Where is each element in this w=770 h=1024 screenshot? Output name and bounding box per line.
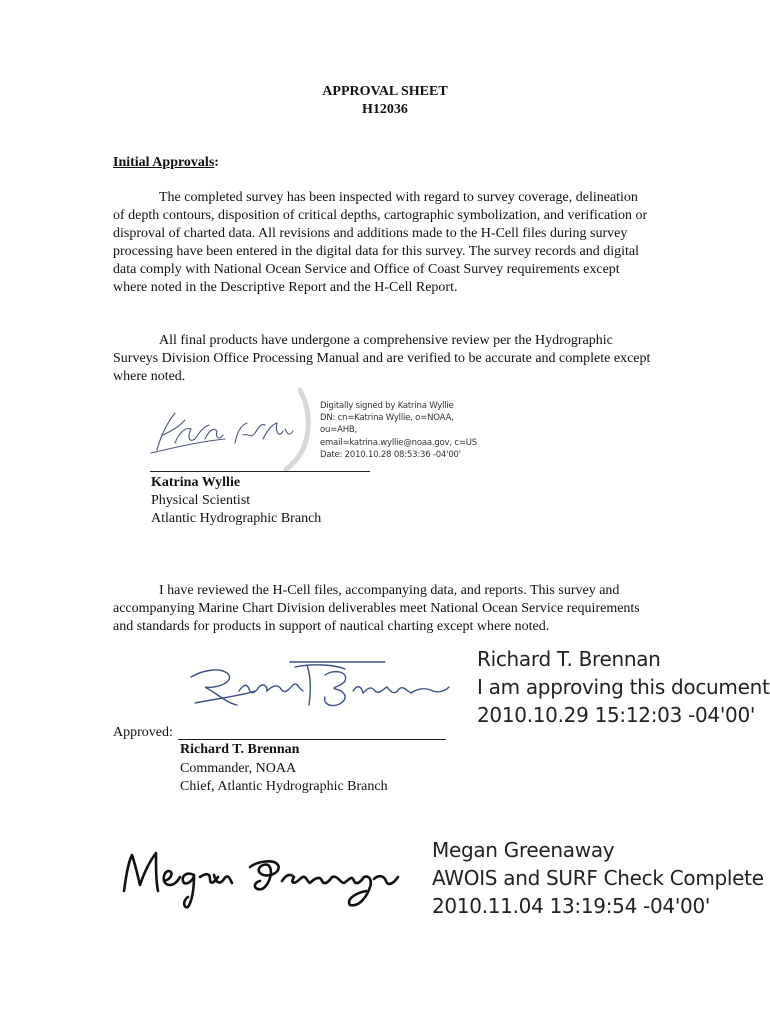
document-title: APPROVAL SHEET bbox=[322, 84, 448, 99]
signer-1-name: Katrina Wyllie bbox=[151, 475, 241, 490]
brennan-stamp-name: Richard T. Brennan bbox=[477, 647, 661, 671]
note-line: Date: 2010.10.28 08:53:36 -04'00' bbox=[320, 449, 461, 460]
heading-colon: : bbox=[214, 155, 219, 170]
greenaway-stamp-statement: AWOIS and SURF Check Complete bbox=[432, 866, 764, 890]
signer-2-position: Commander, NOAA bbox=[180, 761, 297, 776]
signature-line-2 bbox=[178, 739, 446, 740]
approval-paragraph-1: The completed survey has been inspected with regard to survey coverage, delineation of depth contours, disposition of critical depths, cartographic symbolization, and verification or disproval of charted data. All revisions and additions made to the H-Cell files during survey processing have been entered in the digital data for this survey. The survey records and digital data comply with National Ocean Service and Office of Coast Survey requirements except where noted in the Descriptive Report and the H-Cell Report. bbox=[113, 190, 648, 295]
survey-id: H12036 bbox=[362, 102, 408, 117]
signer-1-branch: Atlantic Hydrographic Branch bbox=[151, 511, 322, 526]
note-line: email=katrina.wyllie@noaa.gov, c=US bbox=[320, 437, 477, 448]
initial-approvals-heading-group bbox=[113, 153, 219, 171]
note-line: Digitally signed by Katrina Wyllie bbox=[320, 401, 454, 411]
signer-2-branch: Chief, Atlantic Hydrographic Branch bbox=[180, 779, 388, 794]
brennan-stamp bbox=[477, 645, 770, 729]
megan-greenaway-signature bbox=[118, 845, 418, 920]
richard-brennan-signature bbox=[185, 655, 455, 720]
brennan-stamp-date: 2010.10.29 15:12:03 -04'00' bbox=[477, 703, 756, 727]
signature-line-1 bbox=[150, 471, 370, 472]
review-paragraph: I have reviewed the H-Cell files, accompanying data, and reports. This survey and accompanying Marine Chart Division deliverables meet National Ocean Service requirements and standards for products in support of nautical charting except where noted. bbox=[113, 583, 640, 634]
note-line: DN: cn=Katrina Wyllie, o=NOAA, bbox=[320, 413, 454, 424]
note-line: ou=AHB, bbox=[320, 425, 358, 436]
signer-1-position: Physical Scientist bbox=[151, 493, 251, 508]
greenaway-stamp-name: Megan Greenaway bbox=[432, 838, 615, 862]
greenaway-stamp-date: 2010.11.04 13:19:54 -04'00' bbox=[432, 894, 711, 918]
approval-paragraph-2: All final products have undergone a comprehensive review per the Hydrographic Surveys Division Office Processing Manual and are verified to be accurate and complete except where noted. bbox=[113, 333, 651, 384]
signer-2-name: Richard T. Brennan bbox=[180, 742, 300, 757]
initial-approvals-heading: Initial Approvals bbox=[113, 155, 215, 170]
approved-label: Approved: bbox=[113, 725, 173, 740]
brennan-stamp-statement: I am approving this document bbox=[477, 675, 770, 699]
digital-signature-note bbox=[320, 400, 477, 461]
greenaway-stamp bbox=[432, 836, 764, 920]
